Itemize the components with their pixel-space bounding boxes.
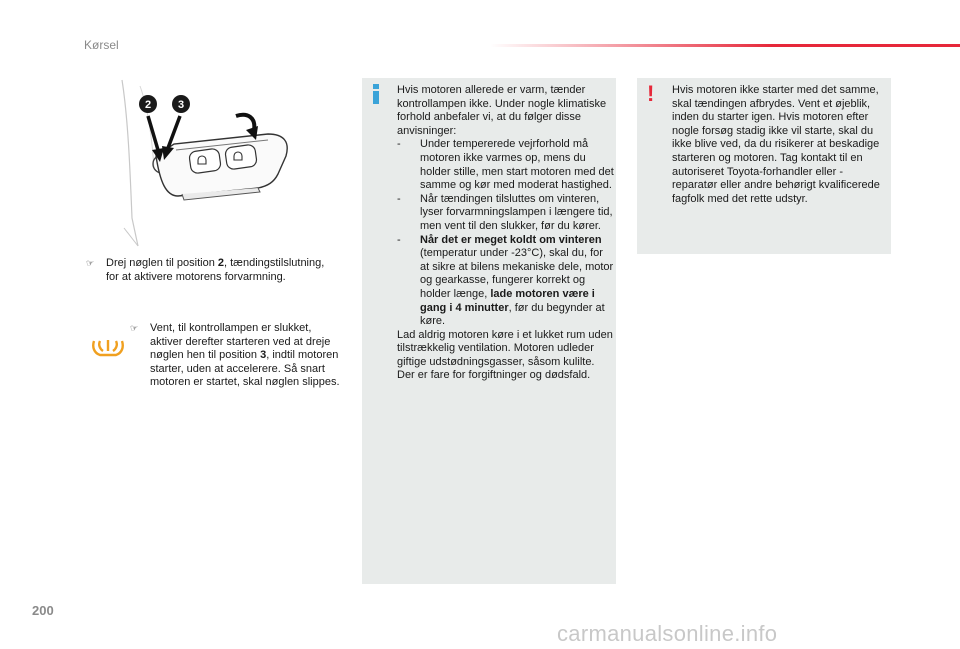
callout-3: 3: [177, 99, 185, 111]
callout-2: 2: [144, 99, 152, 111]
glow-plug-icon: [90, 337, 126, 359]
info-closing: Lad aldrig motoren køre i et lukket rum uden tilstrækkelig ventilation. Motoren udleder giftige udstødningsgasser, såsom kulilte. Der er fare for forgiftninger og dødsfald.: [397, 328, 613, 382]
warning-text: Hvis motoren ikke starter med det samme, skal tændingen afbrydes. Vent et øjeblik, inden du starter igen. Hvis motoren efter nogle forsøg stadig ikke vil starte, skal du ikke blive ved, da du risikerer at beskadige starteren og motoren. Tag kontakt til en autoriseret Toyota-forhandler eller -reparatør eller andre behørigt kvalificerede fagfolk med det rette udstyr.: [672, 84, 880, 205]
arrow-bullet-icon: ☞: [130, 323, 139, 333]
step-1: [86, 257, 326, 284]
warning-icon: !: [647, 81, 655, 106]
step-2-text-b: , indtil motoren starter, uden at accelerere. Så snart motoren er startet, skal nøglen slippes.: [150, 349, 340, 389]
info-text: [397, 84, 615, 383]
step-1-text-b: , tændingstilslutning, for at aktivere motorens forvarmning.: [106, 257, 325, 283]
key-ignition-illustration: [118, 78, 350, 250]
step-2: [130, 322, 345, 390]
info-icon: [371, 84, 381, 104]
info-item-2: - Når tændingen tilsluttes om vinteren, lyser forvarmningslampen i længere tid, men vent til den slukker, før du kører.: [397, 192, 613, 232]
step-1-text-a: Drej nøglen til position: [106, 257, 218, 269]
header-accent-line: [490, 44, 960, 47]
arrow-bullet-icon: ☞: [86, 258, 95, 268]
step-1-position: 2: [217, 257, 225, 269]
page-number: 200: [32, 603, 54, 618]
step-2-position: 3: [260, 349, 267, 362]
info-item-1: - Under tempererede vejrforhold må motoren ikke varmes op, mens du holder stille, men start motoren med det samme og kør med moderat hastighed.: [397, 138, 614, 192]
step-2-text-a: Vent, til kontrollampen er slukket, aktiver derefter starteren ved at dreje nøglen hen til position: [150, 322, 331, 362]
info-intro: Hvis motoren allerede er varm, tænder kontrollampen ikke. Under nogle klimatiske forhold anbefaler vi, at du følger disse anvisninger:: [397, 84, 607, 137]
section-title: Kørsel: [84, 38, 119, 52]
watermark: carmanualsonline.info: [557, 621, 778, 646]
info-item-3: - Når det er meget koldt om vinteren (temperatur under -23°C), skal du, for at sikre at bilens mekaniske dele, motor og gearkasse, fungerer korrekt og holder længe, lade motoren være i gang i 4 minutter, før du begynder at køre.: [397, 233, 614, 328]
